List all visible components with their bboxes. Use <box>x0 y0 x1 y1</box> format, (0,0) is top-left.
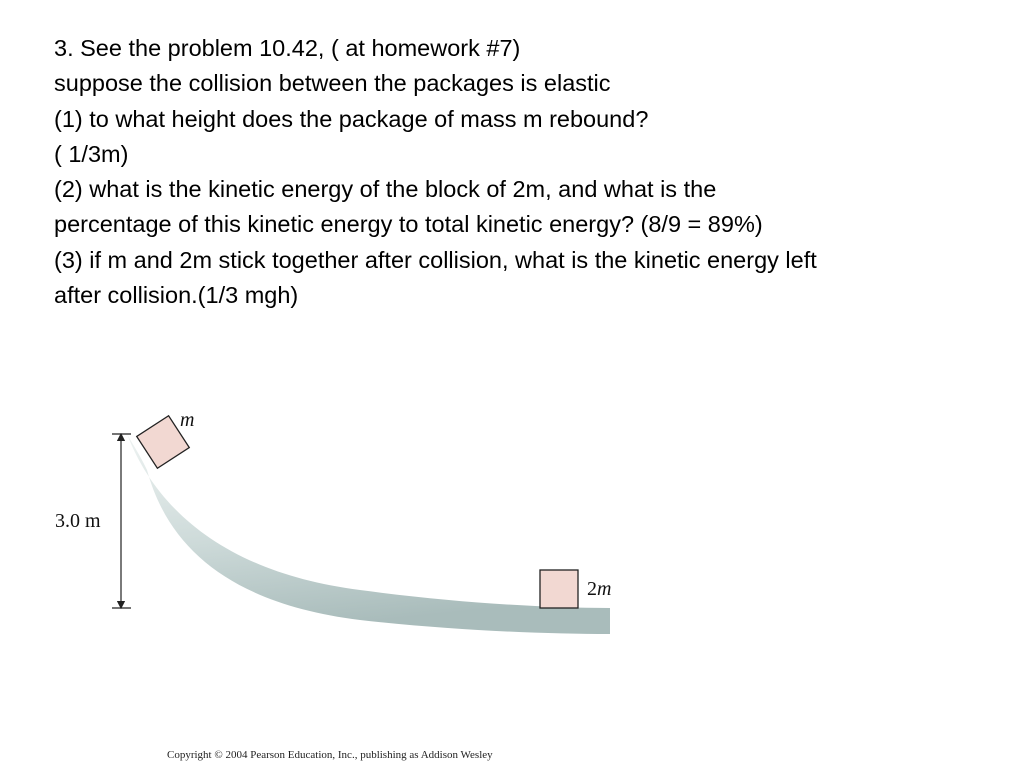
copyright-notice: Copyright © 2004 Pearson Education, Inc., publishing as Addison Wesley <box>167 749 493 761</box>
problem-line: (2) what is the kinetic energy of the block of 2m, and what is the <box>54 176 717 203</box>
problem-line: (3) if m and 2m stick together after collision, what is the kinetic energy left <box>54 246 817 273</box>
curved-ramp <box>127 434 610 634</box>
height-label: 3.0 m <box>55 510 101 532</box>
problem-line: ( 1/3m) <box>54 140 129 167</box>
problem-line: after collision.(1/3 mgh) <box>54 282 299 309</box>
block-2m <box>540 570 578 608</box>
mass-2m-label: 2m <box>587 578 612 600</box>
problem-line: suppose the collision between the packages is elastic <box>54 70 611 97</box>
mass-m-label: m <box>180 409 195 431</box>
problem-line: percentage of this kinetic energy to total kinetic energy? (8/9 = 89%) <box>54 211 763 238</box>
problem-line: (1) to what height does the package of mass m rebound? <box>54 105 649 132</box>
problem-line: 3. See the problem 10.42, ( at homework #7) <box>54 35 521 61</box>
